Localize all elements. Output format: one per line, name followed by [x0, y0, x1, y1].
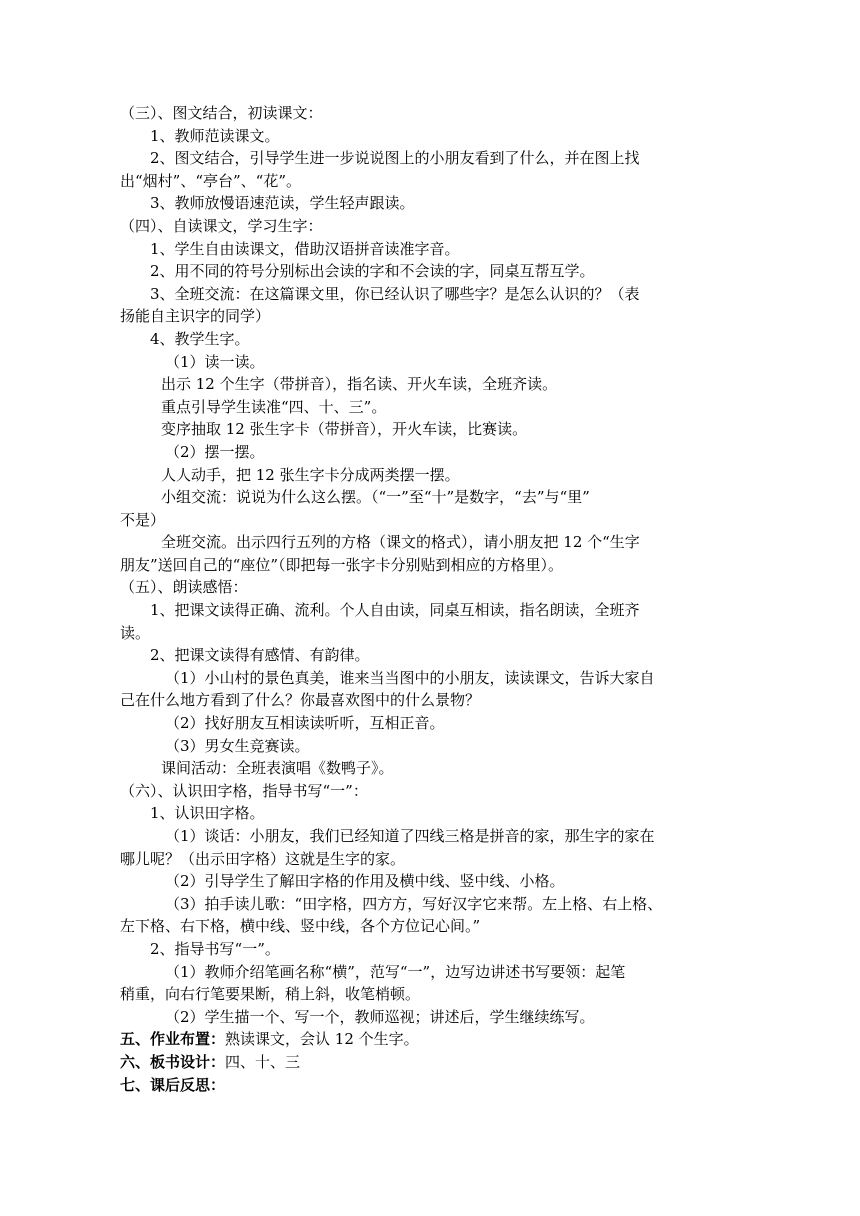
paragraph-line: 左下格、右下格，横中线、竖中线，各个方位记心间。”	[120, 917, 481, 936]
paragraph-line: 3、全班交流：在这篇课文里，你已经认识了哪些字？是怎么认识的？（表	[150, 284, 640, 303]
reflection-label: 七、课后反思：	[120, 1075, 226, 1094]
paragraph-line: 2、图文结合，引导学生进一步说说图上的小朋友看到了什么，并在图上找	[150, 149, 640, 168]
section-5-heading: （五）、朗读感悟：	[120, 578, 248, 597]
paragraph-line: （3）拍手读儿歌：“田字格，四方方，写好汉字它来帮。左上格、右上格、	[165, 894, 663, 913]
paragraph-line: 变序抽取 12 张生字卡（带拼音），开火车读，比赛读。	[161, 420, 528, 439]
reflection-line	[120, 1074, 740, 1097]
lesson-plan-body	[120, 102, 740, 1096]
paragraph-line: 己在什么地方看到了什么？你最喜欢图中的什么景物？	[120, 691, 481, 710]
paragraph-line: 2、指导书写“一”。	[150, 939, 280, 958]
paragraph-line: （1）小山村的景色真美，谁来当当图中的小朋友，读读课文，告诉大家自	[165, 668, 655, 687]
paragraph-line: （2）摆一摆。	[165, 442, 265, 461]
paragraph-line: （1）谈话：小朋友，我们已经知道了四线三格是拼音的家，那生字的家在	[165, 827, 655, 845]
paragraph-line: 稍重，向右行笔要果断，稍上斜，收笔梢顿。	[120, 985, 421, 1004]
paragraph-line: 课间活动：全班表演唱《数鸭子》。	[161, 759, 394, 778]
section-4-heading: （四）、自读课文，学习生字：	[120, 216, 323, 235]
blackboard-design-line	[120, 1051, 740, 1074]
paragraph-line: 哪儿呢？（出示田字格）这就是生字的家。	[120, 849, 406, 868]
paragraph-line: 4、教学生字。	[150, 329, 250, 348]
paragraph-line: （1）教师介绍笔画名称“横”，范写“一”，边写边讲述书写要领：起笔	[165, 962, 626, 981]
blackboard-design-text: 四、十、三	[225, 1052, 301, 1071]
paragraph-line: 出示 12 个生字（带拼音），指名读、开火车读，全班齐读。	[161, 375, 558, 394]
section-3-heading: （三）、图文结合，初读课文：	[120, 104, 323, 122]
paragraph-line: （2）学生描一个、写一个，教师巡视；讲述后，学生继续练写。	[165, 1007, 595, 1026]
paragraph-line: 2、用不同的符号分别标出会读的字和不会读的字，同桌互帮互学。	[150, 262, 595, 281]
paragraph-line: 不是）	[120, 510, 166, 529]
paragraph-line: 2、把课文读得有感情、有韵律。	[150, 646, 370, 665]
paragraph-line: 3、教师放慢语速范读，学生轻声跟读。	[150, 194, 415, 213]
paragraph-line: 读。	[120, 623, 151, 642]
homework-line	[120, 1028, 740, 1051]
paragraph-line: 1、认识田字格。	[150, 804, 265, 823]
section-6-heading: （六）、认识田字格，指导书写“一”：	[120, 781, 368, 800]
paragraph-line: 朋友”送回自己的“座位”（即把每一张字卡分别贴到相应的方格里）。	[120, 555, 564, 574]
homework-label: 五、作业布置：	[120, 1030, 226, 1049]
paragraph-line: （3）男女生竞赛读。	[165, 736, 310, 755]
paragraph-line: 全班交流。出示四行五列的方格（课文的格式），请小朋友把 12 个“生字	[161, 533, 640, 552]
paragraph-line: 1、教师范读课文。	[150, 126, 280, 145]
paragraph-line: （2）找好朋友互相读读听听，互相正音。	[165, 714, 445, 733]
paragraph-line: 1、把课文读得正确、流利。个人自由读，同桌互相读，指名朗读，全班齐	[150, 601, 640, 620]
homework-text: 熟读课文，会认 12 个生字。	[225, 1030, 419, 1049]
paragraph-line: （2）引导学生了解田字格的作用及横中线、竖中线、小格。	[165, 872, 565, 891]
paragraph-line: 重点引导学生读准“四、十、三”。	[161, 397, 387, 416]
paragraph-line: 小组交流：说说为什么这么摆。（“一”至“十”是数字，“去”与“里”	[161, 488, 590, 507]
paragraph-line: 人人动手，把 12 张生字卡分成两类摆一摆。	[161, 465, 460, 484]
blackboard-design-label: 六、板书设计：	[120, 1052, 226, 1071]
paragraph-line: 1、学生自由读课文，借助汉语拼音读准字音。	[150, 239, 460, 258]
paragraph-line: （1）读一读。	[165, 352, 265, 371]
paragraph-line: 扬能自主识字的同学）	[120, 307, 271, 326]
paragraph-line: 出“烟村”、“亭台”、“花”。	[120, 171, 302, 190]
